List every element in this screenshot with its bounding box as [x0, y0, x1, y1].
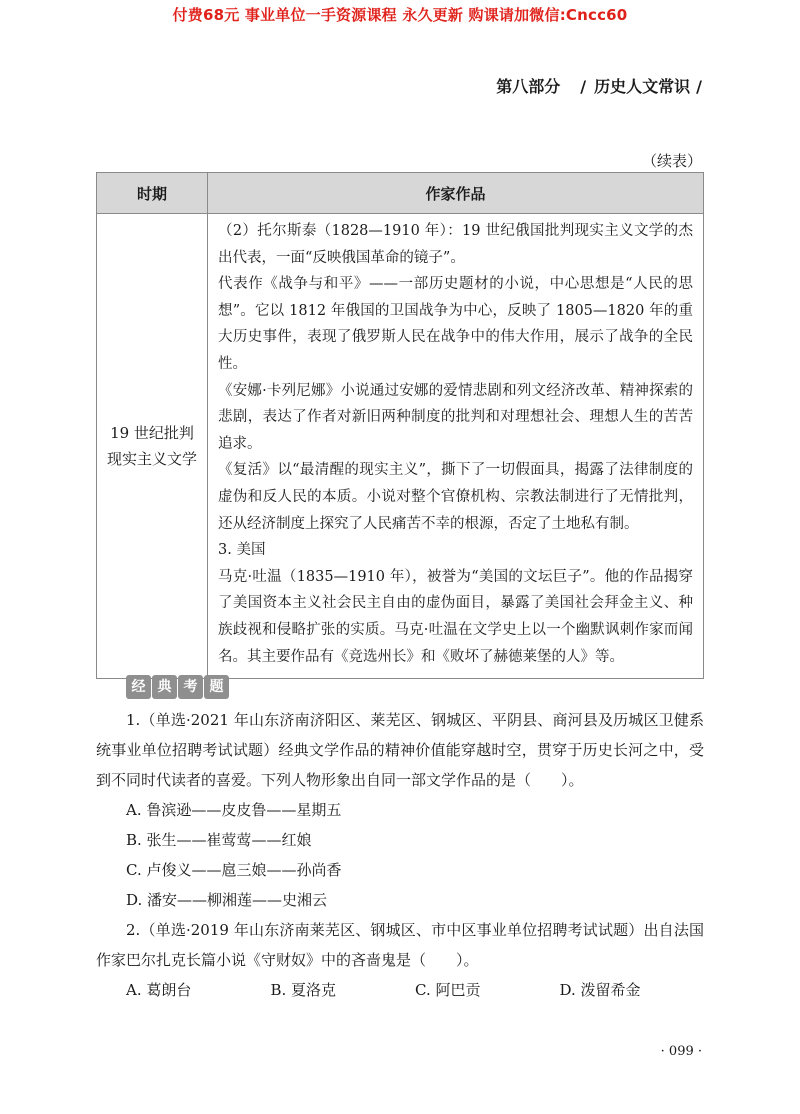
- question-2-option-d: D. 泼留希金: [559, 981, 641, 999]
- table-row: [97, 214, 704, 679]
- usa-heading: 3. 美国: [218, 542, 266, 559]
- tag-char: 典: [152, 675, 177, 699]
- question-2-option-b: B. 夏洛克: [270, 981, 337, 999]
- question-1-option-a: A. 鲁滨逊——皮皮鲁——星期五: [126, 801, 342, 819]
- tag-char: 题: [204, 675, 229, 699]
- tag-char: 考: [178, 675, 203, 699]
- question-1-option-b: B. 张生——崔莺莺——红娘: [126, 831, 312, 849]
- question-1-stem: 1.（单选·2021 年山东济南济阳区、莱芜区、钢城区、平阴县、商河县及历城区卫健系统事业单位招聘考试试题）经典文学作品的精神价值能穿越时空，贯穿于历史长河之中，受到不同时代读者的喜爱。下列人物形象出自同一部文学作品的是（ ）。: [96, 711, 704, 789]
- questions-section: [96, 705, 704, 1005]
- period-cell: [97, 214, 208, 679]
- section-header: [496, 74, 702, 97]
- question-2-option-a: A. 葛朗台: [126, 981, 192, 999]
- question-2-options: [96, 975, 704, 1005]
- page-number: · 099 ·: [660, 1044, 702, 1059]
- header-works: 作家作品: [208, 173, 704, 214]
- question-2-stem: 2.（单选·2019 年山东济南莱芜区、钢城区、市中区事业单位招聘考试试题）出自法国作家巴尔扎克长篇小说《守财奴》中的吝啬鬼是（ ）。: [96, 921, 704, 969]
- table-header-row: [97, 173, 704, 214]
- war-and-peace: 代表作《战争与和平》——一部历史题材的小说，中心思想是“人民的思想”。它以 1812 年俄国的卫国战争为中心，反映了 1805—1820 年的重大历史事件，表现了俄罗斯人民在战争中的伟大作用，展示了战争的全民性。: [218, 276, 693, 372]
- question-1-option-c: C. 卢俊义——扈三娘——孙尚香: [126, 861, 342, 879]
- question-2-option-c: C. 阿巴贡: [415, 981, 481, 999]
- tag-char: 经: [126, 675, 151, 699]
- header-period: 时期: [97, 173, 208, 214]
- period-line-2: 现实主义文学: [106, 450, 197, 469]
- continued-label: （续表）: [641, 152, 702, 170]
- separator-2: /: [696, 77, 702, 96]
- anna-karenina: 《安娜·卡列尼娜》小说通过安娜的爱情悲剧和列文经济改革、精神探索的悲剧，表达了作者对新旧两种制度的批判和对理想社会、理想人生的苦苦追求。: [218, 382, 693, 452]
- question-1-option-d: D. 潘安——柳湘莲——史湘云: [126, 891, 328, 909]
- resurrection: 《复活》以“最清醒的现实主义”，撕下了一切假面具，揭露了法律制度的虚伪和反人民的本质。小说对整个官僚机构、宗教法制进行了无情批判，还从经济制度上探究了人民痛苦不幸的根源，否定了土地私有制。: [218, 462, 693, 532]
- separator-1: /: [580, 77, 587, 96]
- works-cell: [208, 214, 704, 679]
- literature-table: [96, 172, 704, 679]
- section-title: 历史人文常识: [594, 77, 691, 96]
- mark-twain: 马克·吐温（1835—1910 年），被誉为“美国的文坛巨子”。他的作品揭穿了美国资本主义社会民主自由的虚伪面目，暴露了美国社会拜金主义、种族歧视和侵略扩张的实质。马克·吐温在文学史上以一个幽默讽刺作家而闻名。其主要作品有《竞选州长》和《败坏了赫德莱堡的人》等。: [218, 568, 693, 665]
- promo-banner: 付费68元 事业单位一手资源课程 永久更新 购课请加微信:Cncc60: [172, 6, 628, 24]
- tolstoy-intro: （2）托尔斯泰（1828—1910 年）：19 世纪俄国批判现实主义文学的杰出代表，一面“反映俄国革命的镜子”。: [218, 223, 693, 266]
- period-line-1: 19 世纪批判: [110, 424, 194, 443]
- classic-exam-tag: [126, 675, 229, 699]
- section-part: 第八部分: [496, 77, 561, 96]
